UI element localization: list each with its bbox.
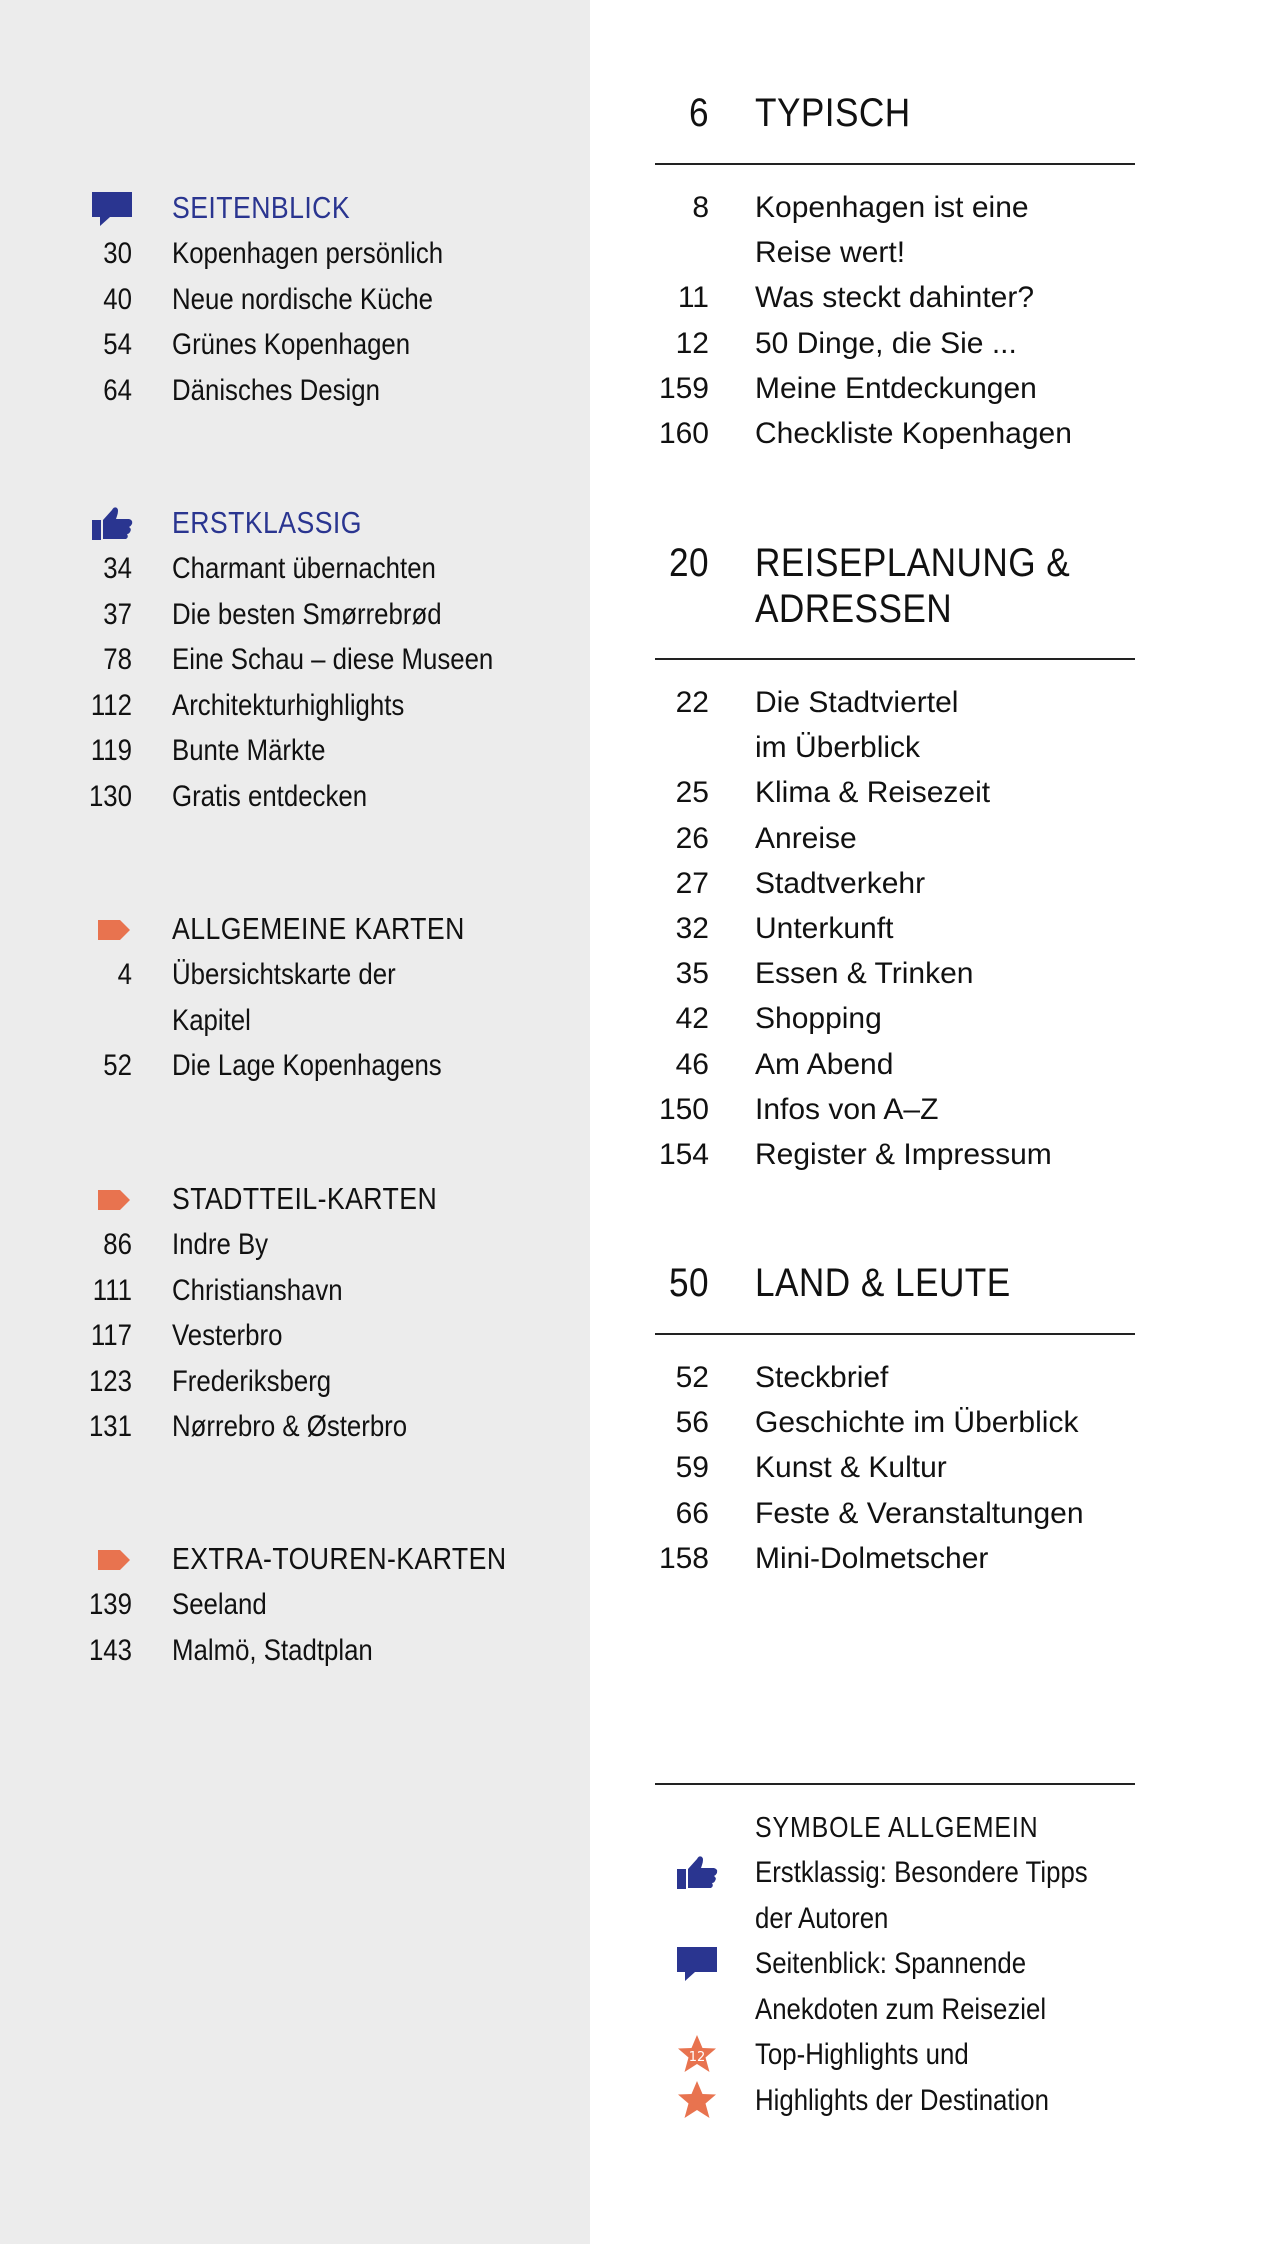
toc-row[interactable] [655,770,1135,815]
toc-row[interactable] [0,322,590,368]
entry-text: Seeland [172,1588,267,1621]
chapter-title: TYPISCH [755,91,911,135]
page-number: 117 [90,1319,132,1352]
toc-row[interactable] [655,1536,1135,1581]
toc-row[interactable] [655,906,1135,951]
section-stadtteil-karten [0,1176,590,1450]
legend-text: der Autoren [755,1901,889,1935]
entry-text: Frederiksberg [172,1364,332,1398]
page-number: 123 [88,1364,132,1398]
page-number: 130 [88,779,132,813]
toc-row[interactable] [655,816,1135,861]
entry-text: Indre By [172,1228,269,1261]
entry-text: Grünes Kopenhagen [172,328,411,361]
toc-row[interactable] [655,1042,1135,1087]
entry-text: Kopenhagen persönlich [172,237,444,270]
page-number: 52 [103,1049,132,1082]
toc-row[interactable] [0,1628,590,1674]
entry-text: Gratis entdecken [172,779,368,813]
legend-item [655,1987,1135,2033]
entry-text: Architekturhighlights [172,688,405,722]
toc-row[interactable] [0,231,590,277]
entry-text: Dänisches Design [172,373,380,407]
entry-text: Infos von A–Z [755,1092,939,1126]
toc-row[interactable] [0,1582,590,1628]
toc-row[interactable] [655,185,1135,230]
toc-row[interactable] [655,951,1135,996]
section-erstklassig [0,500,590,819]
section-title: SEITENBLICK [172,190,351,225]
page-number: 86 [103,1228,132,1261]
entry-text: Christianshavn [172,1273,343,1307]
toc-row[interactable] [0,998,590,1044]
toc-row[interactable] [655,680,1135,725]
entry-text: Übersichtskarte der [172,958,396,991]
page-number: 32 [675,911,709,945]
numbered-star-icon [675,2033,719,2075]
map-tag-icon [90,912,134,948]
page-number: 159 [658,371,709,405]
page-number: 11 [677,281,709,315]
map-tag-icon [90,1542,134,1578]
toc-row[interactable] [655,1132,1135,1177]
toc-row[interactable] [655,996,1135,1041]
page-number: 25 [675,776,709,810]
page-number: 154 [658,1137,709,1171]
section-heading [0,906,590,952]
legend-text: Anekdoten zum Reiseziel [755,1992,1047,2026]
toc-row[interactable] [655,861,1135,906]
toc-row[interactable] [0,1359,590,1405]
section-title: EXTRA-TOUREN-KARTEN [172,1541,507,1576]
speech-bubble-icon [90,191,134,227]
toc-row[interactable] [655,1400,1135,1445]
toc-row[interactable] [655,1491,1135,1536]
entry-text: Kapitel [172,1003,251,1037]
page-number: 4 [117,958,132,991]
legend-divider [655,1783,1135,1785]
toc-row[interactable] [655,725,1135,770]
entry-text: Kopenhagen ist eine [755,191,1029,224]
page-number: 37 [103,597,132,631]
toc-row[interactable] [655,366,1135,411]
page-number: 35 [675,957,709,991]
page-number: 59 [675,1451,709,1485]
entry-text: Vesterbro [172,1319,283,1352]
section-extra-touren-karten [0,1536,590,1673]
chapter-title: ADRESSEN [755,587,953,631]
entry-text: Die Stadtviertel [755,686,959,719]
star-badge-number: 12 [688,2050,706,2065]
chapter-page: 50 [668,1261,709,1305]
toc-row[interactable] [0,728,590,774]
entry-text: Anreise [755,821,857,855]
speech-bubble-icon [675,1945,719,1983]
page-number: 8 [692,191,709,224]
section-heading [0,500,590,546]
page-number: 150 [658,1092,709,1126]
toc-row[interactable] [0,1313,590,1359]
page-number: 34 [103,552,132,585]
entry-text: Charmant übernachten [172,552,436,585]
page-number: 12 [675,326,709,360]
chapter-reiseplanung-entries [655,680,1135,1177]
entry-text: Shopping [755,1002,882,1036]
legend-item [655,2032,1135,2078]
symbol-legend [655,1806,1135,2123]
toc-row[interactable] [655,1355,1135,1400]
entry-text: im Überblick [755,731,921,765]
section-allgemeine-karten [0,906,590,1089]
entry-text: Was steckt dahinter? [755,281,1035,315]
entry-text: Malmö, Stadtplan [172,1633,373,1667]
entry-text: Stadtverkehr [755,866,926,900]
page-number: 22 [675,686,709,719]
entry-text: Nørrebro & Østerbro [172,1410,408,1443]
page-number: 56 [675,1406,709,1440]
page-number: 119 [90,734,132,767]
entry-text: Kunst & Kultur [755,1451,947,1485]
chapter-title: LAND & LEUTE [755,1261,1011,1305]
entry-text: Klima & Reisezeit [755,776,991,810]
page-number: 27 [675,866,709,900]
chapter-title: REISEPLANUNG & [755,541,1071,585]
page-number: 64 [103,373,132,407]
page-number: 158 [658,1541,709,1575]
page-number: 78 [103,643,132,676]
entry-text: Die Lage Kopenhagens [172,1049,442,1082]
entry-text: Checkliste Kopenhagen [755,416,1072,450]
toc-row[interactable] [0,1268,590,1314]
chapter-divider [655,658,1135,660]
toc-row[interactable] [0,1404,590,1450]
legend-text: Erstklassig: Besondere Tipps [755,1856,1088,1889]
toc-row[interactable] [655,321,1135,366]
section-heading [0,185,590,231]
page-number: 66 [675,1496,709,1530]
page-number: 30 [103,237,132,270]
section-heading [0,1536,590,1582]
legend-item [655,1941,1135,1987]
chapter-page: 20 [668,541,709,585]
chapter-typisch-entries [655,185,1135,456]
toc-row[interactable] [0,1222,590,1268]
toc-row[interactable] [655,230,1135,275]
page-number: 112 [90,688,132,722]
page-number: 139 [88,1588,132,1621]
toc-row[interactable] [0,952,590,998]
page-number: 160 [658,416,709,450]
page-number: 111 [92,1273,132,1307]
legend-item [655,1850,1135,1896]
page-number: 40 [103,282,132,316]
section-title: ALLGEMEINE KARTEN [172,911,465,946]
toc-row[interactable] [0,368,590,414]
chapter-land-leute-entries [655,1355,1135,1581]
star-icon [675,2079,719,2121]
entry-text: Reise wert! [755,236,906,270]
section-title: ERSTKLASSIG [172,505,362,540]
page-number: 131 [88,1410,132,1443]
legend-item [655,1896,1135,1942]
entry-text: 50 Dinge, die Sie ... [755,326,1017,360]
entry-text: Am Abend [755,1047,894,1081]
entry-text: Meine Entdeckungen [755,371,1037,405]
chapter-page: 6 [688,91,709,135]
legend-text: Seitenblick: Spannende [755,1947,1027,1980]
chapter-divider [655,163,1135,165]
legend-text: Highlights der Destination [755,2083,1049,2117]
entry-text: Eine Schau – diese Museen [172,643,494,676]
chapter-reiseplanung-heading[interactable] [655,540,1135,631]
legend-text: Top-Highlights und [755,2038,969,2071]
entry-text: Geschichte im Überblick [755,1406,1079,1440]
toc-row[interactable] [0,546,590,592]
page-number: 42 [675,1002,709,1036]
toc-row[interactable] [0,592,590,638]
thumbs-up-icon [675,1854,719,1892]
entry-text: Unterkunft [755,911,894,945]
section-title: STADTTEIL-KARTEN [172,1181,438,1216]
entry-text: Die besten Smørrebrød [172,597,442,631]
legend-title-text: SYMBOLE ALLGEMEIN [755,1812,1039,1844]
toc-row[interactable] [655,1087,1135,1132]
legend-title [655,1806,1135,1850]
thumbs-up-icon [90,506,134,542]
toc-row[interactable] [655,275,1135,320]
toc-row[interactable] [655,1445,1135,1490]
chapter-divider [655,1333,1135,1335]
entry-text: Mini-Dolmetscher [755,1541,989,1575]
page-number: 52 [675,1361,709,1394]
entry-text: Feste & Veranstaltungen [755,1496,1084,1530]
entry-text: Steckbrief [755,1361,889,1394]
page-number: 46 [675,1047,709,1081]
section-heading [0,1176,590,1222]
page-number: 143 [88,1633,132,1667]
page-number: 26 [675,821,709,855]
entry-text: Essen & Trinken [755,957,974,991]
toc-row[interactable] [0,277,590,323]
entry-text: Bunte Märkte [172,734,326,767]
page-number: 54 [103,328,132,361]
entry-text: Neue nordische Küche [172,282,434,316]
toc-row[interactable] [0,1043,590,1089]
toc-row[interactable] [655,411,1135,456]
entry-text: Register & Impressum [755,1137,1052,1171]
toc-row[interactable] [0,637,590,683]
map-tag-icon [90,1182,134,1218]
toc-row[interactable] [0,774,590,820]
toc-row[interactable] [0,683,590,729]
legend-item [655,2078,1135,2124]
section-seitenblick [0,185,590,413]
